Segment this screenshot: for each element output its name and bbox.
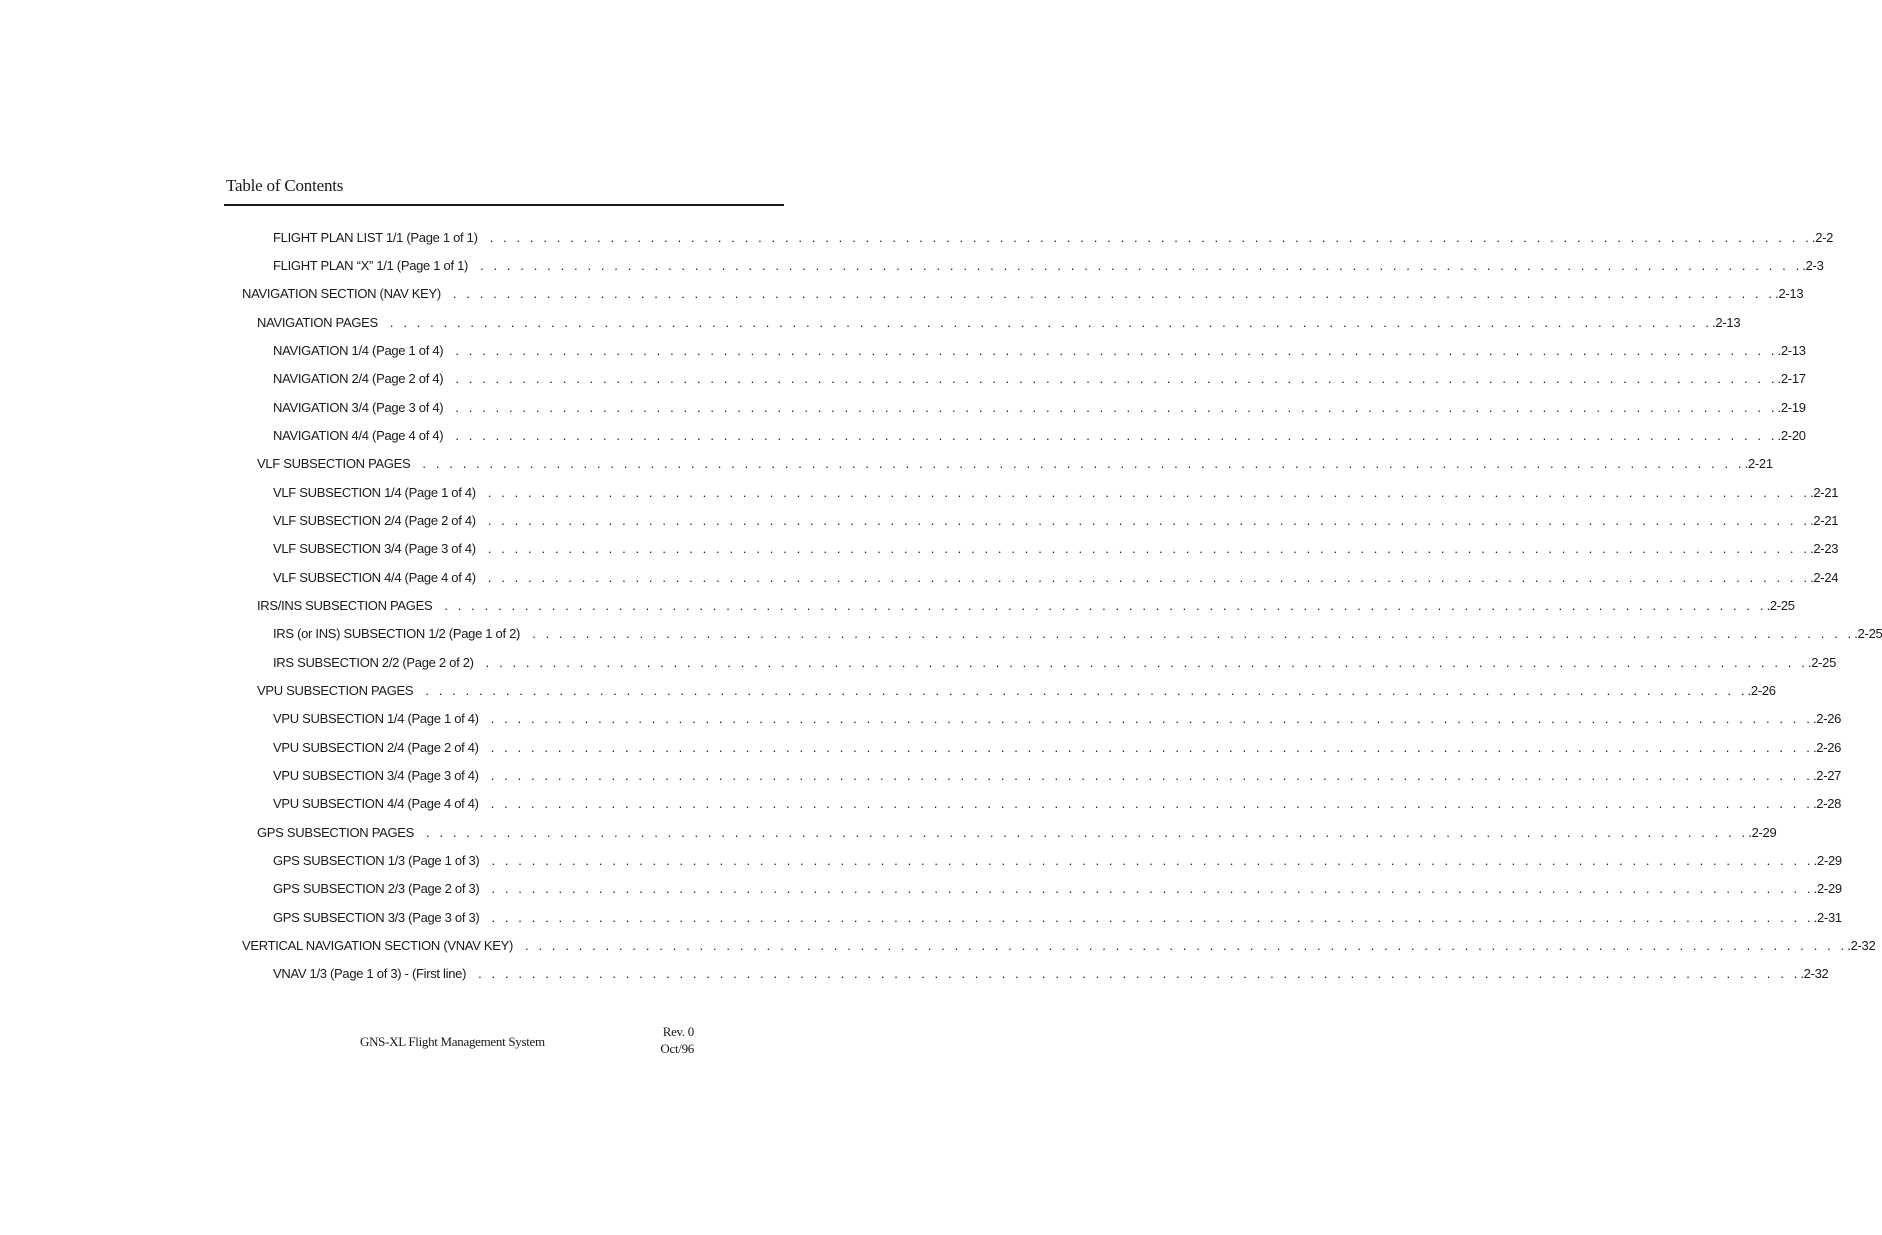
toc-entry[interactable] [273,846,1842,874]
toc-entry-label: VPU SUBSECTION PAGES [257,683,425,698]
toc-entry[interactable] [273,336,1806,364]
toc-entry-page-number: .2-26 [1747,682,1776,698]
toc-entry-page-number: .2-19 [1777,399,1806,415]
toc-dot-leader: . . . . . . . . . . . . . . . . . . . . . . . . . . . . . . . . . . . . . . . . . . . . . . . . . . . . . . . . . . . . . . . . . . . . . . . . . . . . . . . . . . . . . . . . . . . . . . . . . . . [487,512,1811,528]
toc-entry-page-number: .2-25 [1766,597,1795,613]
footer-rev-number: Rev. 0 [662,1024,694,1039]
toc-entry[interactable] [273,960,1829,988]
toc-entry[interactable] [273,790,1842,818]
toc-entry-page-number: .2-25 [1807,654,1837,670]
toc-entry-label: GPS SUBSECTION 3/3 (Page 3 of 3) [273,910,491,925]
toc-entry[interactable] [257,818,1777,846]
toc-entry-page-number: .2-32 [1800,966,1829,982]
toc-entry-page-number: .2-2 [1811,229,1834,245]
toc-entry-page-number: .2-29 [1813,881,1842,897]
toc-entry-page-number: .2-13 [1777,342,1806,358]
toc-entry[interactable] [242,280,1804,308]
toc-entry[interactable] [273,251,1824,279]
toc-entry-label: NAVIGATION 2/4 (Page 2 of 4) [273,371,455,386]
toc-dot-leader: . . . . . . . . . . . . . . . . . . . . . . . . . . . . . . . . . . . . . . . . . . . . . . . . . . . . . . . . . . . . . . . . . . . . . . . . . . . . . . . . . . . . . . . . . . . . . . . . . . . [455,342,1778,358]
toc-dot-leader: . . . . . . . . . . . . . . . . . . . . . . . . . . . . . . . . . . . . . . . . . . . . . . . . . . . . . . . . . . . . . . . . . . . . . . . . . . . . . . . . . . . . . . . . . . . . . . . . . . . [485,654,1808,670]
toc-entry-page-number: .2-17 [1777,371,1806,387]
toc-entry-label: FLIGHT PLAN LIST 1/1 (Page 1 of 1) [273,230,490,245]
toc-dot-leader: . . . . . . . . . . . . . . . . . . . . . . . . . . . . . . . . . . . . . . . . . . . . . . . . . . . . . . . . . . . . . . . . . . . . . . . . . . . . . . . . . . . . . . . . . . . . . . . . . . . [532,626,1855,642]
toc-entry-label: NAVIGATION 1/4 (Page 1 of 4) [273,343,455,358]
toc-dot-leader: . . . . . . . . . . . . . . . . . . . . . . . . . . . . . . . . . . . . . . . . . . . . . . . . . . . . . . . . . . . . . . . . . . . . . . . . . . . . . . . . . . . . . . . . . . . . . . . . . . . [455,399,1778,415]
toc-entry-page-number: .2-26 [1812,711,1842,727]
toc-entry-label: VPU SUBSECTION 1/4 (Page 1 of 4) [273,711,491,726]
toc-dot-leader: . . . . . . . . . . . . . . . . . . . . . . . . . . . . . . . . . . . . . . . . . . . . . . . . . . . . . . . . . . . . . . . . . . . . . . . . . . . . . . . . . . . . . . . . . . . . . . . . . . . [489,229,1812,245]
table-of-contents [0,223,1882,988]
toc-entry[interactable] [273,535,1839,563]
toc-entry[interactable] [273,393,1806,421]
toc-entry-page-number: .2-13 [1775,286,1804,302]
toc-entry[interactable] [273,620,1882,648]
toc-entry[interactable] [273,478,1839,506]
toc-dot-leader: . . . . . . . . . . . . . . . . . . . . . . . . . . . . . . . . . . . . . . . . . . . . . . . . . . . . . . . . . . . . . . . . . . . . . . . . . . . . . . . . . . . . . . . . . . . . . . . . . . . [426,824,1749,840]
toc-entry-label: VLF SUBSECTION 3/4 (Page 3 of 4) [273,541,488,556]
toc-entry[interactable] [273,648,1837,676]
toc-entry-page-number: .2-27 [1812,767,1842,783]
footer-rev-date: Oct/96 [660,1041,694,1056]
toc-entry[interactable] [242,931,1876,959]
toc-entry-page-number: .2-21 [1810,484,1839,500]
toc-entry-label: VLF SUBSECTION PAGES [257,456,422,471]
toc-dot-leader: . . . . . . . . . . . . . . . . . . . . . . . . . . . . . . . . . . . . . . . . . . . . . . . . . . . . . . . . . . . . . . . . . . . . . . . . . . . . . . . . . . . . . . . . . . . . . . . . . . . [491,852,1814,868]
toc-entry[interactable] [273,733,1842,761]
toc-entry[interactable] [273,705,1842,733]
toc-entry-page-number: .2-21 [1810,512,1839,528]
toc-dot-leader: . . . . . . . . . . . . . . . . . . . . . . . . . . . . . . . . . . . . . . . . . . . . . . . . . . . . . . . . . . . . . . . . . . . . . . . . . . . . . . . . . . . . . . . . . . . . . . . . . . . [490,739,1813,755]
toc-entry-page-number: .2-24 [1810,569,1839,585]
toc-entry-page-number: .2-21 [1744,456,1773,472]
toc-dot-leader: . . . . . . . . . . . . . . . . . . . . . . . . . . . . . . . . . . . . . . . . . . . . . . . . . . . . . . . . . . . . . . . . . . . . . . . . . . . . . . . . . . . . . . . . . . . . . . . . . . . [487,541,1811,557]
toc-dot-leader: . . . . . . . . . . . . . . . . . . . . . . . . . . . . . . . . . . . . . . . . . . . . . . . . . . . . . . . . . . . . . . . . . . . . . . . . . . . . . . . . . . . . . . . . . . . . . . . . . . . [478,966,1801,982]
toc-entry-label: NAVIGATION PAGES [257,315,390,330]
toc-entry[interactable] [273,421,1806,449]
toc-entry-label: VLF SUBSECTION 2/4 (Page 2 of 4) [273,513,488,528]
toc-entry-page-number: .2-20 [1777,427,1806,443]
toc-entry-label: VPU SUBSECTION 2/4 (Page 2 of 4) [273,740,491,755]
toc-dot-leader: . . . . . . . . . . . . . . . . . . . . . . . . . . . . . . . . . . . . . . . . . . . . . . . . . . . . . . . . . . . . . . . . . . . . . . . . . . . . . . . . . . . . . . . . . . . . . . . . . . . [444,597,1767,613]
toc-entry-page-number: .2-23 [1810,541,1839,557]
toc-entry-label: IRS SUBSECTION 2/2 (Page 2 of 2) [273,655,486,670]
toc-entry-label: VERTICAL NAVIGATION SECTION (VNAV KEY) [242,938,525,953]
toc-entry-page-number: .2-32 [1847,937,1876,953]
toc-dot-leader: . . . . . . . . . . . . . . . . . . . . . . . . . . . . . . . . . . . . . . . . . . . . . . . . . . . . . . . . . . . . . . . . . . . . . . . . . . . . . . . . . . . . . . . . . . . . . . . . . . . [452,286,1776,302]
footer-revision [660,1023,694,1057]
toc-entry-page-number: .2-31 [1813,909,1842,925]
toc-dot-leader: . . . . . . . . . . . . . . . . . . . . . . . . . . . . . . . . . . . . . . . . . . . . . . . . . . . . . . . . . . . . . . . . . . . . . . . . . . . . . . . . . . . . . . . . . . . . . . . . . . . [455,427,1778,443]
toc-entry-label: NAVIGATION 3/4 (Page 3 of 4) [273,400,455,415]
toc-dot-leader: . . . . . . . . . . . . . . . . . . . . . . . . . . . . . . . . . . . . . . . . . . . . . . . . . . . . . . . . . . . . . . . . . . . . . . . . . . . . . . . . . . . . . . . . . . . . . . . . . . . [491,881,1814,897]
toc-entry-label: VPU SUBSECTION 4/4 (Page 4 of 4) [273,796,491,811]
toc-entry[interactable] [273,365,1806,393]
toc-entry-label: GPS SUBSECTION PAGES [257,825,426,840]
page-title: Table of Contents [226,176,344,195]
toc-entry-label: VPU SUBSECTION 3/4 (Page 3 of 4) [273,768,491,783]
toc-entry[interactable] [273,903,1842,931]
toc-entry[interactable] [257,591,1795,619]
toc-entry-label: NAVIGATION SECTION (NAV KEY) [242,286,453,301]
toc-entry-label: VLF SUBSECTION 4/4 (Page 4 of 4) [273,570,488,585]
toc-entry[interactable] [273,506,1839,534]
toc-entry[interactable] [257,676,1776,704]
toc-dot-leader: . . . . . . . . . . . . . . . . . . . . . . . . . . . . . . . . . . . . . . . . . . . . . . . . . . . . . . . . . . . . . . . . . . . . . . . . . . . . . . . . . . . . . . . . . . . . . . . . . . . [480,257,1803,273]
toc-dot-leader: . . . . . . . . . . . . . . . . . . . . . . . . . . . . . . . . . . . . . . . . . . . . . . . . . . . . . . . . . . . . . . . . . . . . . . . . . . . . . . . . . . . . . . . . . . . . . . . . . . . [525,937,1848,953]
toc-entry[interactable] [273,223,1834,251]
toc-dot-leader: . . . . . . . . . . . . . . . . . . . . . . . . . . . . . . . . . . . . . . . . . . . . . . . . . . . . . . . . . . . . . . . . . . . . . . . . . . . . . . . . . . . . . . . . . . . . . . . . . . . [487,484,1811,500]
toc-entry-label: VLF SUBSECTION 1/4 (Page 1 of 4) [273,485,488,500]
toc-dot-leader: . . . . . . . . . . . . . . . . . . . . . . . . . . . . . . . . . . . . . . . . . . . . . . . . . . . . . . . . . . . . . . . . . . . . . . . . . . . . . . . . . . . . . . . . . . . . . . . . . . . [425,682,1748,698]
toc-entry-page-number: .2-28 [1812,796,1842,812]
toc-entry-label: IRS/INS SUBSECTION PAGES [257,598,444,613]
toc-entry-page-number: .2-13 [1712,314,1741,330]
toc-entry[interactable] [273,563,1839,591]
toc-entry-page-number: .2-29 [1748,824,1777,840]
toc-dot-leader: . . . . . . . . . . . . . . . . . . . . . . . . . . . . . . . . . . . . . . . . . . . . . . . . . . . . . . . . . . . . . . . . . . . . . . . . . . . . . . . . . . . . . . . . . . . . . . . . . . . [422,456,1745,472]
toc-entry[interactable] [257,450,1773,478]
toc-entry-page-number: .2-3 [1802,257,1824,273]
toc-entry-label: FLIGHT PLAN “X” 1/1 (Page 1 of 1) [273,258,480,273]
toc-dot-leader: . . . . . . . . . . . . . . . . . . . . . . . . . . . . . . . . . . . . . . . . . . . . . . . . . . . . . . . . . . . . . . . . . . . . . . . . . . . . . . . . . . . . . . . . . . . . . . . . . . . [490,796,1813,812]
toc-dot-leader: . . . . . . . . . . . . . . . . . . . . . . . . . . . . . . . . . . . . . . . . . . . . . . . . . . . . . . . . . . . . . . . . . . . . . . . . . . . . . . . . . . . . . . . . . . . . . . . . . . . [487,569,1811,585]
toc-dot-leader: . . . . . . . . . . . . . . . . . . . . . . . . . . . . . . . . . . . . . . . . . . . . . . . . . . . . . . . . . . . . . . . . . . . . . . . . . . . . . . . . . . . . . . . . . . . . . . . . . . . [490,711,1813,727]
toc-entry[interactable] [273,761,1842,789]
footer-document-title: GNS-XL Flight Management System [360,1034,545,1049]
toc-entry-label: NAVIGATION 4/4 (Page 4 of 4) [273,428,455,443]
toc-entry-label: VNAV 1/3 (Page 1 of 3) - (First line) [273,966,478,981]
toc-entry-label: GPS SUBSECTION 2/3 (Page 2 of 3) [273,881,491,896]
toc-entry-label: GPS SUBSECTION 1/3 (Page 1 of 3) [273,853,491,868]
title-rule [224,204,784,206]
toc-entry-label: IRS (or INS) SUBSECTION 1/2 (Page 1 of 2) [273,626,532,641]
toc-entry[interactable] [257,308,1741,336]
toc-entry-page-number: .2-25 [1854,626,1882,642]
toc-entry[interactable] [273,875,1842,903]
toc-entry-page-number: .2-29 [1813,852,1842,868]
toc-dot-leader: . . . . . . . . . . . . . . . . . . . . . . . . . . . . . . . . . . . . . . . . . . . . . . . . . . . . . . . . . . . . . . . . . . . . . . . . . . . . . . . . . . . . . . . . . . . . . . . . . . . [491,909,1814,925]
toc-dot-leader: . . . . . . . . . . . . . . . . . . . . . . . . . . . . . . . . . . . . . . . . . . . . . . . . . . . . . . . . . . . . . . . . . . . . . . . . . . . . . . . . . . . . . . . . . . . . . . . . . . . [389,314,1713,330]
toc-dot-leader: . . . . . . . . . . . . . . . . . . . . . . . . . . . . . . . . . . . . . . . . . . . . . . . . . . . . . . . . . . . . . . . . . . . . . . . . . . . . . . . . . . . . . . . . . . . . . . . . . . . [455,371,1778,387]
toc-dot-leader: . . . . . . . . . . . . . . . . . . . . . . . . . . . . . . . . . . . . . . . . . . . . . . . . . . . . . . . . . . . . . . . . . . . . . . . . . . . . . . . . . . . . . . . . . . . . . . . . . . . [490,767,1813,783]
toc-entry-page-number: .2-26 [1812,739,1842,755]
